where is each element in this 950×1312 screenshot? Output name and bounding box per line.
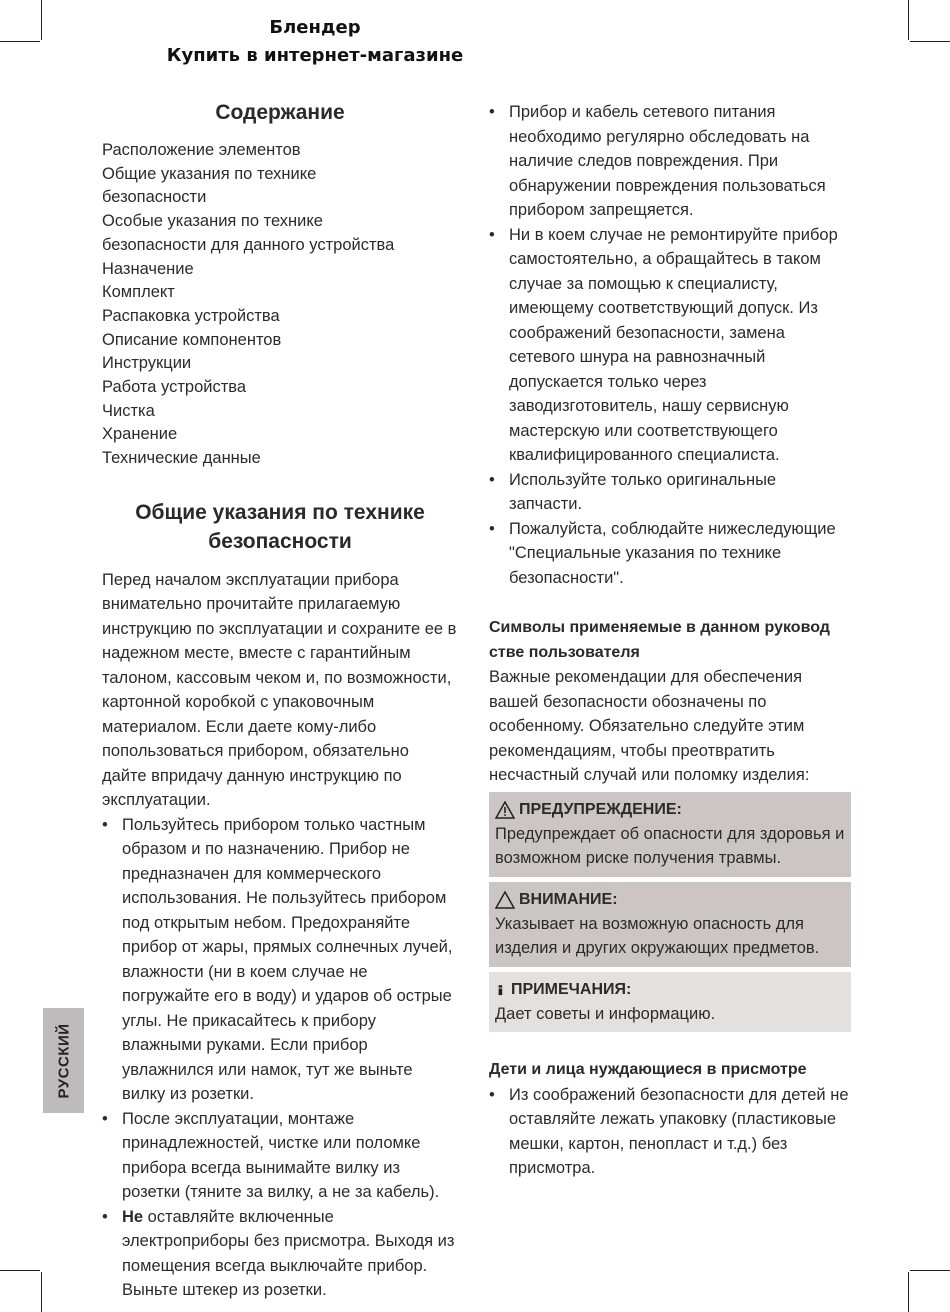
- crop-mark: [910, 41, 950, 42]
- contents-list: [102, 139, 458, 471]
- safety-bullet: [102, 1205, 458, 1303]
- contents-item: безопасности для данного устройства: [102, 235, 395, 254]
- contents-item: Назначение: [102, 259, 194, 278]
- page-header: [150, 14, 480, 70]
- safety-title: [102, 498, 458, 556]
- contents-item: Расположение элементов: [102, 141, 301, 159]
- caution-label: ВНИМАНИЕ:: [519, 890, 618, 908]
- crop-mark: [0, 1270, 40, 1271]
- contents-item: Описание компонентов: [102, 330, 282, 349]
- caution-box: [489, 882, 851, 967]
- crop-mark: [41, 1272, 42, 1312]
- language-tab: [43, 1008, 84, 1113]
- caution-triangle-icon: [495, 891, 515, 909]
- safety-bullet-text: оставляйте включенные электроприборы без присмотра. Выходя из помещения всегда выключайте прибор. Выньте штекер из розетки.: [122, 1207, 455, 1300]
- product-title: Блендер: [269, 17, 361, 38]
- contents-item: Особые указания по технике: [102, 212, 323, 231]
- caution-box-title: [495, 888, 845, 912]
- safety-bullet: • Прибор и кабель сетевого питания необходимо регулярно обследовать на наличие следов повреждения. При обнаружении повреждения пользоваться прибором запрещяется.: [489, 100, 851, 223]
- right-column: [489, 98, 851, 1181]
- children-title: Дети и лица нуждающиеся в присмотре: [489, 1061, 807, 1078]
- contents-item: Технические данные: [102, 449, 261, 468]
- contents-item: Работа устройства: [102, 378, 247, 397]
- note-text: Дает советы и информацию.: [495, 1004, 716, 1023]
- safety-bullet: • Используйте только оригинальные запчасти.: [489, 468, 851, 517]
- shop-link-text[interactable]: Купить в интернет-магазине: [166, 45, 464, 66]
- safety-title-line1: Общие указания по технике: [135, 500, 425, 524]
- warning-triangle-icon: [495, 801, 515, 819]
- note-box: [489, 972, 851, 1033]
- note-label: ПРИМЕЧАНИЯ:: [511, 980, 632, 998]
- safety-bullet: • После эксплуатации, монтаже принадлежностей, чистке или поломке прибора всегда вынимайте вилку из розетки (тяните за вилку, а не за кабель).: [102, 1107, 458, 1205]
- symbols-intro: Важные рекомендации для обеспечения вашей безопасности обозначены по особенному. Обязательно следуйте этим рекомендациям, чтобы преотвратить несчастный случай или поломку изделия:: [489, 668, 810, 784]
- crop-mark: [908, 1272, 909, 1312]
- children-bullets: [489, 1083, 851, 1181]
- bold-not: Не: [122, 1207, 144, 1226]
- contents-item: Общие указания по технике: [102, 164, 317, 183]
- safety-bullet: • Ни в коем случае не ремонтируйте прибор самостоятельно, а обращайтесь в таком случае за помощью к специалисту, имеющему соответствующий допуск. Из соображений безопасности, замена сетевого шнура на равнозначный допускается только через заводизготовитель, нашу сервисную мастерскую или соответствующего квалифицированного специалиста.: [489, 223, 851, 468]
- safety-title-line2: безопасности: [208, 529, 352, 553]
- crop-mark: [910, 1270, 950, 1271]
- contents-item: безопасности: [102, 188, 207, 207]
- crop-mark: [0, 41, 40, 42]
- right-bullets: [489, 100, 851, 590]
- contents-item: Чистка: [102, 401, 155, 420]
- language-label: РУССКИЙ: [55, 1022, 72, 1099]
- caution-text: Указывает на возможную опасность для изделия и других окружающих предметов.: [495, 914, 820, 957]
- warning-label: ПРЕДУПРЕЖДЕНИЕ:: [519, 800, 682, 818]
- warning-text: Предупреждает об опасности для здоровья и возможном риске получения травмы.: [495, 824, 845, 867]
- warning-box-title: [495, 798, 845, 822]
- children-bullet: • Из соображений безопасности для детей не оставляйте лежать упаковку (пластиковые мешки, картон, пенопласт и т.д.) без присмотра.: [489, 1083, 851, 1181]
- contents-item: Распаковка устройства: [102, 306, 280, 325]
- contents-title: Содержание: [215, 101, 345, 124]
- crop-mark: [908, 0, 909, 40]
- safety-bullets: [102, 813, 458, 1303]
- crop-mark: [41, 0, 42, 40]
- safety-bullet: • Пожалуйста, соблюдайте нижеследующие "Специальные указания по технике безопасности".: [489, 517, 851, 591]
- safety-intro: Перед началом эксплуатации прибора внимательно прочитайте прилагаемую инструкцию по эксплуатации и сохраните ее в надежном месте, вместе с гарантийным талоном, кассовым чеком и, по возможности, картонной коробкой с упаковочным материалом. Если даете кому-либо попользоваться прибором, обязательно дайте впридачу данную инструкцию по эксплуатации.: [102, 570, 457, 810]
- symbols-boxes: [489, 792, 851, 1033]
- info-icon: [495, 981, 507, 999]
- left-column: [102, 98, 458, 1303]
- contents-item: Инструкции: [102, 354, 192, 373]
- note-box-title: [495, 978, 845, 1002]
- symbols-title: Символы применяемые в данном руковод стве пользователя: [489, 619, 830, 661]
- warning-box: [489, 792, 851, 877]
- contents-item: Хранение: [102, 425, 178, 444]
- contents-item: Комплект: [102, 283, 175, 302]
- safety-bullet: • Пользуйтесь прибором только частным образом и по назначению. Прибор не предназначен для коммерческого использования. Не пользуйтесь прибором под открытым небом. Предохраняйте прибор от жары, прямых солнечных лучей, влажности (ни в коем случае не погружайте его в воду) и ударов об острые углы. Не прикасайтесь к прибору влажными руками. Если прибор увлажнился или намок, тут же выньте вилку из розетки.: [102, 813, 458, 1107]
